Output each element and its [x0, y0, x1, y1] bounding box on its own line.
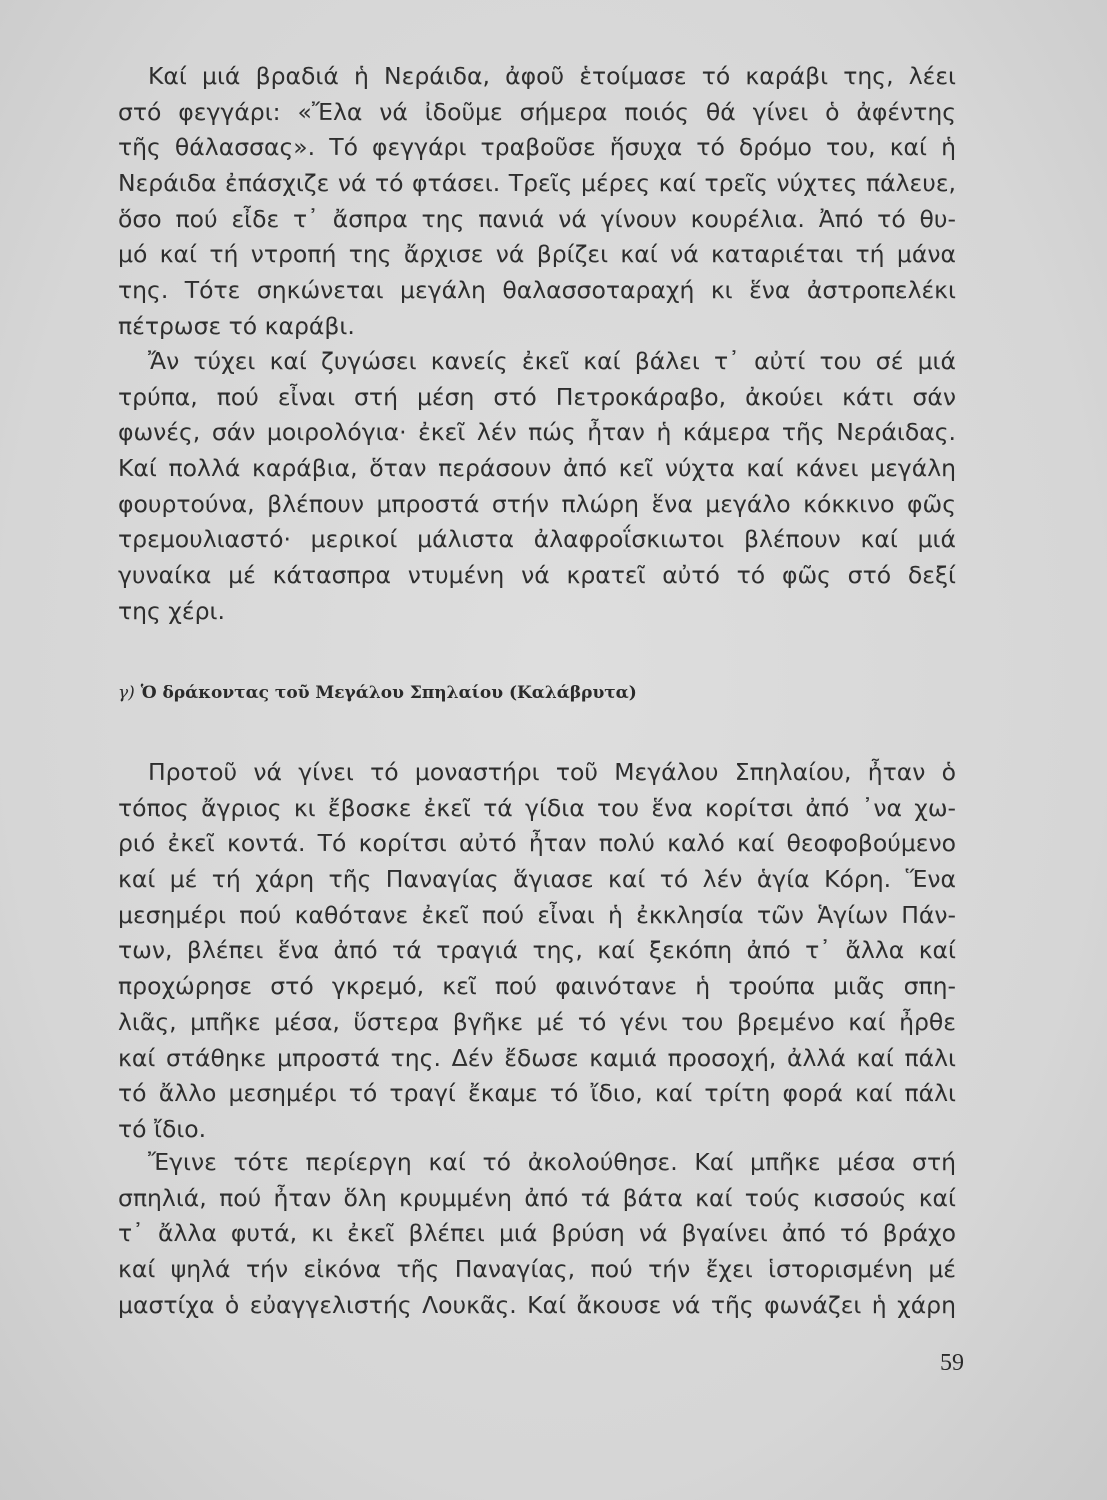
- paragraph-cave-icon: [118, 1145, 956, 1323]
- page-number: 59: [940, 1350, 964, 1376]
- text-line: λιᾶς, μπῆκε μέσα, ὕστερα βγῆκε μέ τό γένι του βρεμένο καί ἦρθε: [118, 1007, 956, 1036]
- text-line: προχώρησε στό γκρεμό, κεῖ πού φαινότανε ἡ τρούπα μιᾶς σπη-: [118, 972, 956, 1001]
- text-line: της χέρι.: [118, 596, 225, 625]
- text-line: Προτοῦ νά γίνει τό μοναστήρι τοῦ Μεγάλου Σπηλαίου, ἦταν ὁ: [148, 758, 956, 786]
- section-heading: [118, 683, 637, 703]
- section-number: γ): [118, 683, 135, 703]
- text-line: φωνές, σάν μοιρολόγια· ἐκεῖ λέν πώς ἦταν ἡ κάμερα τῆς Νεράιδας.: [118, 418, 956, 447]
- text-line: σπηλιά, πού ἦταν ὅλη κρυμμένη ἀπό τά βάτα καί τούς κισσούς καί: [118, 1183, 956, 1212]
- text-line: τόπος ἄγριος κι ἔβοσκε ἐκεῖ τά γίδια του ἕνα κορίτσι ἀπό ᾽να χω-: [118, 793, 956, 822]
- text-line: μαστίχα ὁ εὐαγγελιστής Λουκᾶς. Καί ἄκουσε νά τῆς φωνάζει ἡ χάρη: [118, 1290, 956, 1319]
- text-line: τό ἄλλο μεσημέρι τό τραγί ἔκαμε τό ἴδιο, καί τρίτη φορά καί πάλι: [118, 1079, 956, 1108]
- text-line: γυναίκα μέ κάτασπρα ντυμένη νά κρατεῖ αὐτό τό φῶς στό δεξί: [118, 561, 956, 590]
- text-line: καί στάθηκε μπροστά της. Δέν ἔδωσε καμιά προσοχή, ἀλλά καί πάλι: [118, 1043, 956, 1072]
- text-line: τ᾽ ἄλλα φυτά, κι ἐκεῖ βλέπει μιά βρύση νά βγαίνει ἀπό τό βράχο: [118, 1219, 956, 1248]
- text-line: τό ἴδιο.: [118, 1114, 207, 1143]
- text-line: τρύπα, πού εἶναι στή μέση στό Πετροκάραβο, ἀκούει κάτι σάν: [118, 382, 956, 411]
- text-line: τῆς θάλασσας». Τό φεγγάρι τραβοῦσε ἥσυχα τό δρόμο του, καί ἡ: [118, 133, 956, 162]
- text-line: τρεμουλιαστό· μερικοί μάλιστα ἀλαφροΐσκιωτοι βλέπουν καί μιά: [118, 525, 956, 554]
- text-line: ριό ἐκεῖ κοντά. Τό κορίτσι αὐτό ἦταν πολύ καλό καί θεοφοβούμενο: [118, 829, 956, 858]
- text-line: πέτρωσε τό καράβι.: [118, 311, 355, 340]
- text-line: της. Τότε σηκώνεται μεγάλη θαλασσοταραχή κι ἕνα ἀστροπελέκι: [118, 276, 956, 305]
- text-line: Ἔγινε τότε περίεργη καί τό ἀκολούθησε. Καί μπῆκε μέσα στή: [148, 1148, 956, 1176]
- paragraph-monastery-origin: [118, 755, 956, 1148]
- text-line: καί μέ τή χάρη τῆς Παναγίας ἅγιασε καί τό λέν ἁγία Κόρη. Ἕνα: [118, 865, 956, 894]
- paragraph-nereid-curse: [118, 59, 956, 345]
- section-title: Ὁ δράκοντας τοῦ Μεγάλου Σπηλαίου (Καλάβρυτα): [140, 683, 637, 703]
- paragraph-petrokaravo: [118, 344, 956, 630]
- text-line: ὅσο πού εἶδε τ᾽ ἄσπρα της πανιά νά γίνουν κουρέλια. Ἀπό τό θυ-: [118, 204, 956, 233]
- text-line: καί ψηλά τήν εἰκόνα τῆς Παναγίας, πού τήν ἔχει ἱστορισμένη μέ: [118, 1255, 956, 1284]
- text-line: Νεράιδα ἐπάσχιζε νά τό φτάσει. Τρεῖς μέρες καί τρεῖς νύχτες πάλευε,: [118, 169, 956, 198]
- text-line: μό καί τή ντροπή της ἄρχισε νά βρίζει καί νά καταριέται τή μάνα: [118, 240, 956, 269]
- text-line: φουρτούνα, βλέπουν μπροστά στήν πλώρη ἕνα μεγάλο κόκκινο φῶς: [118, 489, 956, 518]
- text-line: μεσημέρι πού καθότανε ἐκεῖ πού εἶναι ἡ ἐκκλησία τῶν Ἁγίων Πάν-: [118, 900, 956, 929]
- text-line: των, βλέπει ἕνα ἀπό τά τραγιά της, καί ξεκόπη ἀπό τ᾽ ἄλλα καί: [118, 936, 956, 965]
- text-line: στό φεγγάρι: «Ἔλα νά ἰδοῦμε σήμερα ποιός θά γίνει ὁ ἀφέντης: [118, 97, 956, 126]
- text-line: Καί πολλά καράβια, ὅταν περάσουν ἀπό κεῖ νύχτα καί κάνει μεγάλη: [118, 454, 956, 483]
- text-line: Ἄν τύχει καί ζυγώσει κανείς ἐκεῖ καί βάλει τ᾽ αὐτί του σέ μιά: [148, 347, 956, 375]
- text-line: Καί μιά βραδιά ἡ Νεράιδα, ἀφοῦ ἑτοίμασε τό καράβι της, λέει: [148, 62, 956, 90]
